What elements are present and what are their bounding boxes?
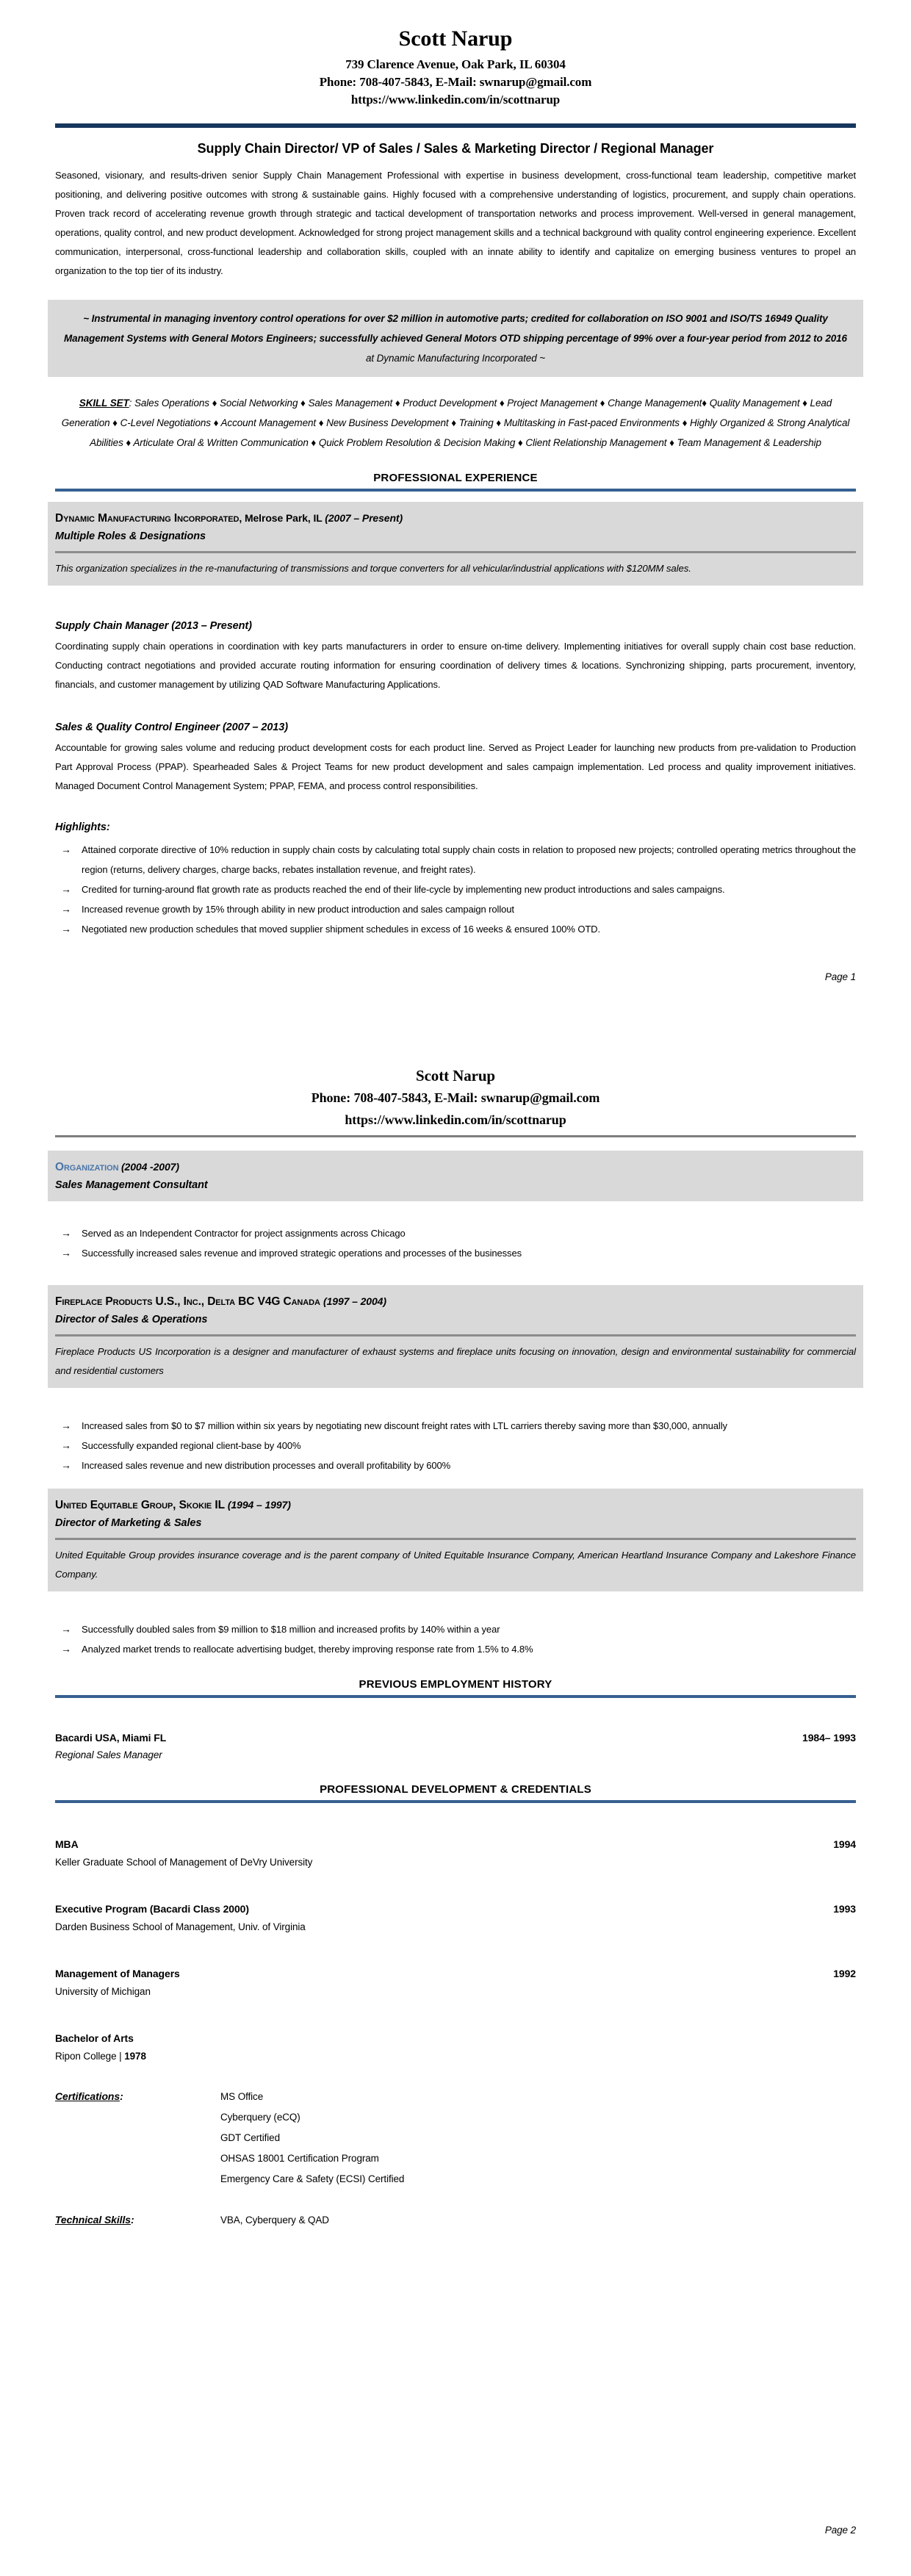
role-body-sales-quality-engineer: Accountable for growing sales volume and reducing product development costs for each product line. Served as Project Leader for launching new products from pre-validation to Production Part Approval Process (PPAP). Spearheaded Sales & Project Teams for new product development and sales campaign implementation. Led process and quality improvement initiatives. Managed Document Control Management System; PPAP, FEMA, and process control responsibilities. bbox=[55, 742, 856, 791]
certifications-colon: : bbox=[120, 2090, 123, 2102]
organization-role: Sales Management Consultant bbox=[55, 1179, 208, 1191]
company-name-line bbox=[55, 509, 856, 528]
page2-header-rule bbox=[55, 1135, 856, 1137]
arrow-bullet-icon: → bbox=[61, 1227, 71, 1239]
company-dates: (2007 – Present) bbox=[325, 512, 403, 524]
company-block-united bbox=[48, 1489, 863, 1591]
professional-development-heading: PROFESSIONAL DEVELOPMENT & CREDENTIALS bbox=[320, 1783, 591, 1796]
company-role: Multiple Roles & Designations bbox=[55, 530, 206, 542]
credential-school: Keller Graduate School of Management of DeVry University bbox=[55, 1857, 313, 1868]
professional-development-rule bbox=[55, 1800, 856, 1803]
credential-entry bbox=[55, 1965, 856, 2001]
role-body-supply-chain-manager: Coordinating supply chain operations in coordination with key parts manufacturers in order to ensure on-time delivery. Implementing initiatives for overall supply chain cost base reduction. Conducting contract negotiations and provided accurate routing information for ensuring coordination of delivery times & locations. Synchronizing shipping, parts procurement, inventory, financials, and customer management by utilizing QAD Software Manufacturing Applications. bbox=[55, 641, 856, 690]
list-item bbox=[55, 1243, 856, 1263]
skill-set bbox=[55, 393, 856, 453]
credential-title: Management of Managers bbox=[55, 1968, 180, 1979]
bullet-text: Served as an Independent Contractor for project assignments across Chicago bbox=[82, 1228, 406, 1239]
list-item bbox=[55, 1456, 856, 1475]
skill-set-label: SKILL SET bbox=[79, 397, 129, 409]
credential-title: MBA bbox=[55, 1838, 79, 1850]
company-description: Fireplace Products US Incorporation is a designer and manufacturer of exhaust systems and fireplace units focusing on innovation, design and environmental sustainability for commercial and residential customers bbox=[55, 1346, 856, 1376]
company-name-line bbox=[55, 1496, 856, 1514]
bullet-text: Successfully doubled sales from $9 million to $18 million and increased profits by 140% within a year bbox=[82, 1624, 500, 1635]
role-title-sales-quality-engineer: Sales & Quality Control Engineer (2007 – 2013) bbox=[55, 722, 288, 733]
arrow-bullet-icon: → bbox=[61, 923, 71, 935]
page2-name: Scott Narup bbox=[416, 1067, 495, 1084]
company-name-line bbox=[55, 1158, 856, 1176]
certifications-list bbox=[220, 2087, 856, 2190]
company-name: Dynamic Manufacturing Incorporated bbox=[55, 512, 240, 525]
certification-item: OHSAS 18001 Certification Program bbox=[220, 2153, 379, 2164]
credential-entry-bachelor bbox=[55, 2029, 856, 2066]
employment-row bbox=[55, 1729, 856, 1746]
arrow-bullet-icon: → bbox=[61, 1247, 71, 1259]
credential-title: Bachelor of Arts bbox=[55, 2032, 134, 2044]
list-item bbox=[55, 1223, 856, 1243]
list-item bbox=[55, 1639, 856, 1659]
list-item bbox=[55, 899, 856, 919]
page2-linkedin-url: https://www.linkedin.com/in/scottnarup bbox=[345, 1112, 566, 1127]
credential-row bbox=[55, 1900, 856, 1918]
page2-contact bbox=[55, 1087, 856, 1131]
highlight-text: Negotiated new production schedules that moved supplier shipment schedules in excess of 16 weeks & ensured 100% OTD. bbox=[82, 924, 600, 935]
profile-highlight-tail: at Dynamic Manufacturing Incorporated ~ bbox=[365, 353, 546, 364]
arrow-bullet-icon: → bbox=[61, 1459, 71, 1471]
technical-skills-label: Technical Skills bbox=[55, 2214, 131, 2226]
certifications-label: Certifications bbox=[55, 2090, 120, 2102]
highlights-list bbox=[55, 840, 856, 939]
company-dates: (1997 – 2004) bbox=[323, 1295, 386, 1307]
page2-number: Page 2 bbox=[824, 2525, 856, 2536]
credential-entry bbox=[55, 1835, 856, 1872]
credential-title: Executive Program (Bacardi Class 2000) bbox=[55, 1903, 249, 1915]
skill-set-list: Sales Operations ♦ Social Networking ♦ Sales Management ♦ Product Development ♦ Project Management ♦ Change Management♦ Quality Management ♦ Lead Generation ♦ C-Level Negotiations ♦ Account Management ♦ New Business Development ♦ Training ♦ Multitasking in Fast-paced Environments ♦ Highly Organized & Strong Analytical Abilities ♦ Articulate Oral & Written Communication ♦ Quick Problem Resolution & Decision Making ♦ Client Relationship Management ♦ Team Management & Leadership bbox=[61, 397, 850, 448]
employment-dates: 1984– 1993 bbox=[802, 1732, 856, 1744]
company-box-divider bbox=[55, 1538, 856, 1540]
company-role: Director of Sales & Operations bbox=[55, 1314, 208, 1325]
page1-phone-email: Phone: 708-407-5843, E-Mail: swnarup@gmail.com bbox=[319, 75, 592, 89]
arrow-bullet-icon: → bbox=[61, 1439, 71, 1451]
summary-paragraph: Seasoned, visionary, and results-driven senior Supply Chain Management Professional with expertise in business development, cross-functional team leadership, competitive market positioning, and delivering positive outcomes with strong & sustainable gains. Highly focused with a comprehensive understanding of logistics, procurement, and supply chain operations. Proven track record of accelerating revenue growth through strategic and tactical development of transportation networks and process improvement. Well-versed in general management, operations, quality control, and new product development. Acknowledged for strong project management skills and a technical background with quality control engineering experience. Excellent communication, interpersonal, cross-functional leadership and collaboration skills, coupled with an innate ability to identify and capitalize on emerging business ventures to propel an organization to the top tier of its industry. bbox=[55, 170, 856, 276]
list-item bbox=[55, 1436, 856, 1456]
company-box-divider bbox=[55, 1334, 856, 1336]
employment-entry-bacardi bbox=[55, 1729, 856, 1764]
credential-school: Ripon College | bbox=[55, 2051, 125, 2062]
technical-skills-colon: : bbox=[130, 2214, 134, 2226]
credential-school-line bbox=[55, 2047, 856, 2066]
certification-item: GDT Certified bbox=[220, 2132, 280, 2143]
company-block-organization bbox=[48, 1151, 863, 1201]
credential-row bbox=[55, 1965, 856, 1982]
company-description: This organization specializes in the re-manufacturing of transmissions and torque converters for all vehicular/industrial applications with $120MM sales. bbox=[55, 563, 691, 574]
previous-employment-rule bbox=[55, 1695, 856, 1698]
employment-title: Regional Sales Manager bbox=[55, 1749, 162, 1760]
role-title-supply-chain-manager: Supply Chain Manager (2013 – Present) bbox=[55, 620, 252, 632]
bullet-text: Analyzed market trends to reallocate advertising budget, thereby improving response rate from 1.5% to 4.8% bbox=[82, 1644, 533, 1655]
united-bullets bbox=[55, 1619, 856, 1659]
organization-bullets bbox=[55, 1223, 856, 1263]
certifications-label-cell bbox=[55, 2087, 220, 2190]
page2-phone-email: Phone: 708-407-5843, E-Mail: swnarup@gmail.com bbox=[311, 1090, 600, 1105]
arrow-bullet-icon: → bbox=[61, 1420, 71, 1431]
page1-contact bbox=[55, 56, 856, 109]
highlight-text: Increased revenue growth by 15% through ability in new product introduction and sales campaign rollout bbox=[82, 904, 514, 915]
certification-item: MS Office bbox=[220, 2091, 264, 2102]
list-item bbox=[55, 840, 856, 879]
organization-dates: (2004 -2007) bbox=[120, 1161, 179, 1173]
certification-item: Emergency Care & Safety (ECSI) Certified bbox=[220, 2173, 405, 2184]
list-item bbox=[55, 919, 856, 939]
page1-address: 739 Clarence Avenue, Oak Park, IL 60304 bbox=[345, 57, 566, 71]
profile-highlight-bold: ~ Instrumental in managing inventory control operations for over $2 million in automotive parts; credited for collaboration on ISO 9001 and ISO/TS 16949 Quality Management Systems with General Motors Engineers; successfully achieved General Motors OTD shipping percentage of 99% over a four-year period from 2012 to 2016 bbox=[64, 313, 847, 344]
company-location: , Melrose Park, IL bbox=[239, 512, 325, 524]
credential-year: 1978 bbox=[124, 2051, 146, 2062]
page1-linkedin-url: https://www.linkedin.com/in/scottnarup bbox=[350, 93, 561, 107]
company-block-fireplace bbox=[48, 1285, 863, 1388]
bullet-text: Successfully increased sales revenue and improved strategic operations and processes of the businesses bbox=[82, 1248, 522, 1259]
credential-school: Darden Business School of Management, Univ. of Virginia bbox=[55, 1921, 306, 1932]
highlights-label: Highlights: bbox=[55, 821, 110, 833]
credential-row bbox=[55, 1835, 856, 1853]
company-name-line bbox=[55, 1292, 856, 1311]
highlight-text: Credited for turning-around flat growth rate as products reached the end of their life-cycle by implementing new product introductions and sales campaigns. bbox=[82, 884, 725, 895]
company-block-dynamic bbox=[48, 502, 863, 586]
list-item bbox=[55, 1619, 856, 1639]
company-description: United Equitable Group provides insurance coverage and is the parent company of United Equitable Insurance Company, American Heartland Insurance Company and Lakeshore Finance Company. bbox=[55, 1550, 856, 1580]
employment-company: Bacardi USA, Miami FL bbox=[55, 1732, 167, 1744]
bullet-text: Successfully expanded regional client-base by 400% bbox=[82, 1440, 301, 1451]
company-name: Fireplace Products U.S., Inc., Delta BC V4G Canada bbox=[55, 1295, 324, 1308]
arrow-bullet-icon: → bbox=[61, 1623, 71, 1635]
profile-highlight-box bbox=[48, 300, 863, 377]
list-item bbox=[55, 879, 856, 899]
arrow-bullet-icon: → bbox=[61, 1643, 71, 1655]
arrow-bullet-icon: → bbox=[61, 843, 71, 855]
credential-year: 1992 bbox=[833, 1968, 856, 1979]
credential-year: 1994 bbox=[833, 1838, 856, 1850]
professional-experience-heading: PROFESSIONAL EXPERIENCE bbox=[373, 472, 538, 484]
arrow-bullet-icon: → bbox=[61, 903, 71, 915]
credential-year: 1993 bbox=[833, 1903, 856, 1915]
professional-experience-rule bbox=[55, 489, 856, 492]
bullet-text: Increased sales from $0 to $7 million within six years by negotiating new discount freight rates with LTL carriers thereby saving more than $30,000, annually bbox=[82, 1420, 727, 1431]
company-name: United Equitable Group, Skokie IL bbox=[55, 1499, 228, 1511]
skill-set-colon: : bbox=[129, 397, 134, 409]
resume-title: Supply Chain Director/ VP of Sales / Sales & Marketing Director / Regional Manager bbox=[197, 141, 714, 156]
highlight-text: Attained corporate directive of 10% reduction in supply chain costs by calculating total supply chain costs in relation to proposed new projects; controlled operating metrics throughout the region (returns, delivery charges, charge backs, rebates installation revenue, and freight rates). bbox=[82, 844, 856, 875]
certifications-section bbox=[55, 2087, 856, 2190]
fireplace-bullets bbox=[55, 1416, 856, 1475]
technical-skills-section bbox=[55, 2210, 856, 2231]
company-box-divider bbox=[55, 551, 856, 553]
credential-entry bbox=[55, 1900, 856, 1937]
list-item bbox=[55, 1416, 856, 1436]
certification-item: Cyberquery (eCQ) bbox=[220, 2112, 300, 2123]
credential-school: University of Michigan bbox=[55, 1986, 151, 1997]
bullet-text: Increased sales revenue and new distribution processes and overall profitability by 600% bbox=[82, 1460, 451, 1471]
page1-number: Page 1 bbox=[824, 971, 856, 982]
company-dates: (1994 – 1997) bbox=[227, 1499, 291, 1511]
arrow-bullet-icon: → bbox=[61, 883, 71, 895]
header-rule bbox=[55, 123, 856, 128]
technical-skills-value: VBA, Cyberquery & QAD bbox=[220, 2215, 329, 2226]
page1-name: Scott Narup bbox=[398, 26, 513, 51]
company-role: Director of Marketing & Sales bbox=[55, 1517, 202, 1529]
organization-name: Organization bbox=[55, 1161, 119, 1173]
previous-employment-heading: PREVIOUS EMPLOYMENT HISTORY bbox=[359, 1678, 552, 1691]
technical-skills-label-cell bbox=[55, 2210, 220, 2231]
